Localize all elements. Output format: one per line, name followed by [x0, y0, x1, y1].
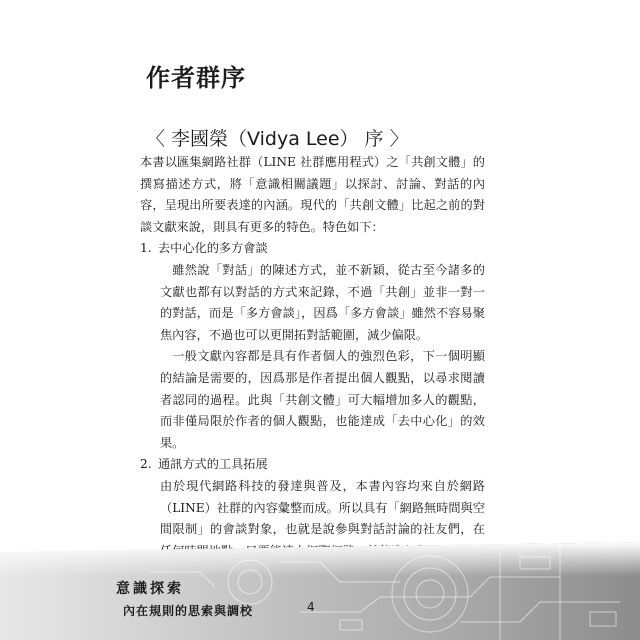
intro-paragraph: 本書以匯集網路社群（LINE 社群應用程式）之「共創文體」的撰寫描述方式，將「意識相關議題」以探討、討論、對話的內容，呈現出所要表達的內涵。現代的「共創文體」比起之前的對談文獻來說，則具有更多的特色。特色如下：: [140, 155, 485, 234]
list-heading: 通訊方式的工具拓展: [158, 457, 268, 472]
list-item-1-paragraph-1: 雖然說「對話」的陳述方式，並不新穎，從古至今諸多的文獻也都有以對話的方式來記錄，不過「共創」並非一對一的對話，而是「多方會談」，因爲「多方會談」雖然不容易聚焦內容，不過也可以更開拓對話範圍，減少偏限。: [160, 262, 485, 342]
footer-book-title: 意識探索: [116, 581, 184, 597]
list-item-2-paragraph-1: 由於現代網路科技的發達與普及，本書內容均來自於網路（LINE）社群的內容彙整而成。所以具有「網路無時間與空間限制」的會談對象，也就是說參與對話討論的社友們，在: [160, 478, 485, 537]
body-text: [140, 152, 485, 605]
page-number: 4: [307, 600, 315, 614]
list-item-2: [140, 454, 485, 476]
list-number: 2.: [140, 457, 152, 472]
list-heading: 去中心化的多方會談: [158, 241, 268, 256]
footer-decorative-band: [0, 542, 640, 640]
page-title: 作者群序: [146, 64, 246, 92]
footer-book-subtitle: 內在規則的思索與調校: [123, 604, 254, 618]
list-item-1: [140, 238, 485, 260]
list-number: 1.: [140, 241, 152, 256]
author-heading: 〈 李國榮（Vidya Lee） 序 〉: [146, 128, 409, 150]
list-item-1-paragraph-2: 一般文獻內容都是具有作者個人的強烈色彩，下一個明顯的結論是需要的，因爲那是作者提出個人觀點，以尋求閱讀者認同的過程。此與「共創文體」可大幅增加多人的觀點，而非僅局限於作者的個人觀點，也能達成「去中心化」的效果。: [160, 349, 485, 450]
